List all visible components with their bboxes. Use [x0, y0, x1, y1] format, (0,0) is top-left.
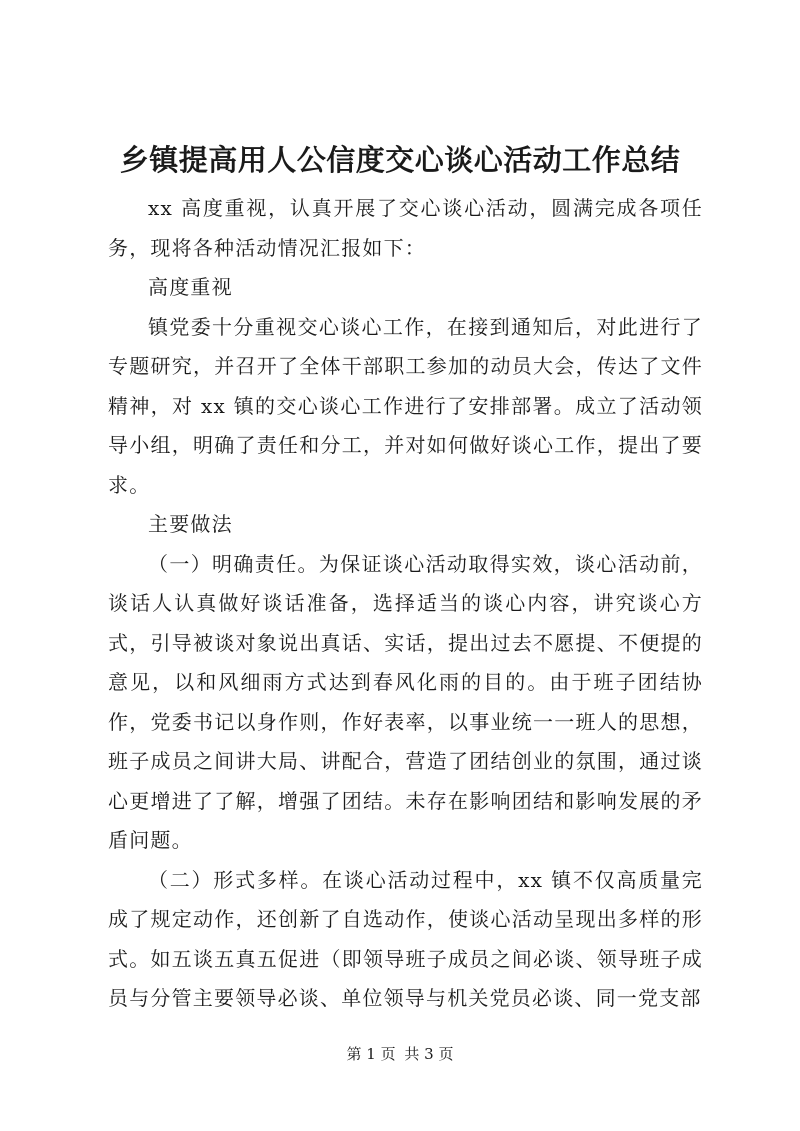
total-pages: 共 3 页 — [404, 1045, 454, 1063]
page-number: 第 1 页 — [346, 1045, 396, 1063]
method-one-paragraph: （一）明确责任。为保证谈心活动取得实效，谈心活动前，谈话人认真做好谈话准备，选择适当的谈心内容，讲究谈心方式，引导被谈对象说出真话、实话，提出过去不愿提、不便提的意见，以和风细雨方式达到春风化雨的目的。由于班子团结协作，党委书记以身作则，作好表率，以事业统一一班人的思想，班子成员之间讲大局、讲配合，营造了团结创业的氛围，通过谈心更增进了了解，增强了团结。未存在影响团结和影响发展的矛盾问题。 — [108, 551, 703, 852]
method-two-paragraph: （二）形式多样。在谈心活动过程中，xx 镇不仅高质量完成了规定动作，还创新了自选动作，使谈心活动呈现出多样的形式。如五谈五真五促进（即领导班子成员之间必谈、领导班子成员与分管主要领导必谈、单位领导与机关党员必谈、同一党支部 — [108, 867, 703, 1010]
intro-paragraph: xx 高度重视，认真开展了交心谈心活动，圆满完成各项任务，现将各种活动情况汇报如下： — [108, 196, 703, 260]
document-body — [108, 189, 703, 1019]
emphasis-paragraph: 镇党委十分重视交心谈心工作，在接到通知后，对此进行了专题研究，并召开了全体干部职工参加的动员大会，传达了文件精神，对 xx 镇的交心谈心工作进行了安排部署。成立了活动领导小组，明确了责任和分工，并对如何做好谈心工作，提出了要求。 — [108, 314, 703, 497]
page-footer — [0, 1044, 800, 1064]
section-heading-emphasis: 高度重视 — [148, 275, 233, 299]
section-heading-methods: 主要做法 — [148, 512, 233, 536]
document-title: 乡镇提高用人公信度交心谈心活动工作总结 — [119, 143, 681, 177]
